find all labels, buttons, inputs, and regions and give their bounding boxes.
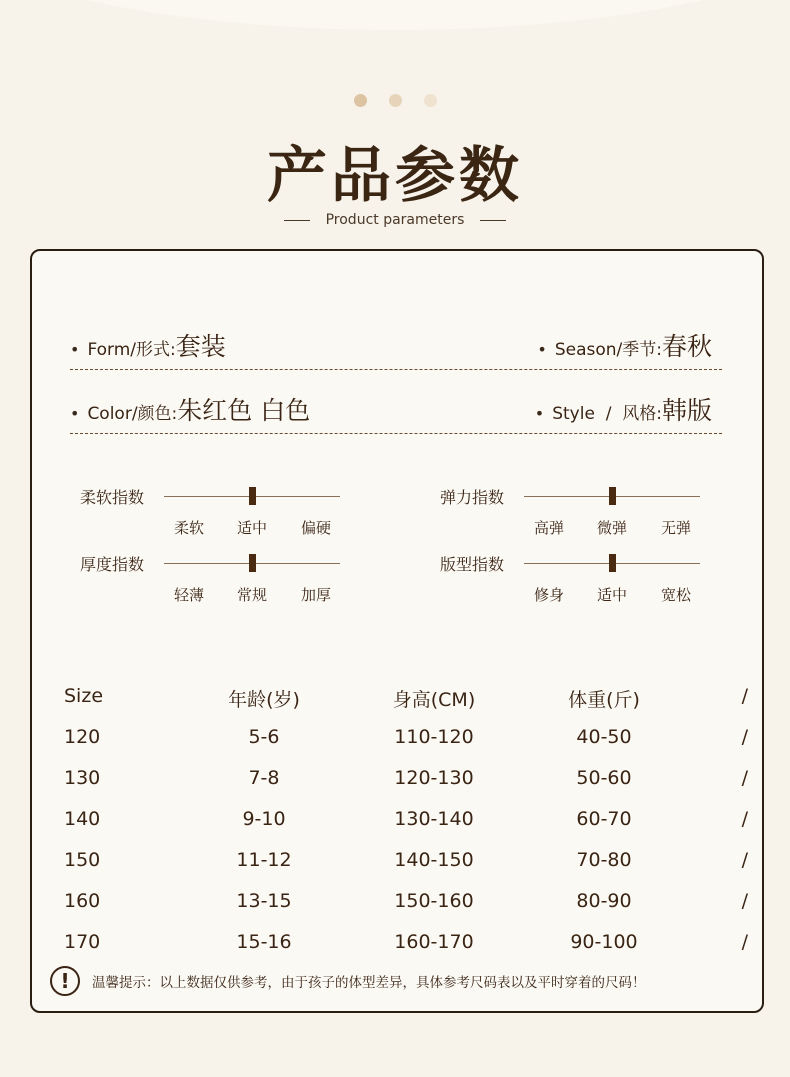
table-row	[64, 767, 748, 808]
dot-1	[354, 94, 367, 107]
cell-height: 160-170	[394, 931, 474, 953]
param-style	[535, 391, 712, 427]
bullet-icon: •	[70, 340, 80, 359]
param-season-value: 春秋	[661, 332, 712, 361]
decorative-dots	[0, 94, 790, 107]
cell-extra: /	[741, 767, 748, 789]
parameters-card	[30, 249, 764, 1013]
subtitle-left-rule	[284, 220, 310, 221]
cell-size: 170	[64, 931, 101, 953]
cell-weight: 50-60	[576, 767, 632, 789]
cell-weight: 80-90	[576, 890, 632, 912]
scale-thickness-name: 厚度指数	[80, 555, 145, 574]
cell-age: 15-16	[236, 931, 292, 953]
scale-option: 无弹	[660, 519, 691, 537]
cell-weight: 90-100	[570, 931, 638, 953]
param-color-value: 朱红色 白色	[177, 396, 311, 425]
cell-height: 130-140	[394, 808, 474, 830]
cell-age: 5-6	[248, 726, 280, 748]
exclamation-icon: !	[50, 966, 80, 996]
scale-option: 偏硬	[300, 519, 331, 537]
scale-option: 常规	[236, 586, 267, 604]
param-row-1	[70, 332, 722, 370]
cell-extra: /	[741, 726, 748, 748]
bullet-icon: •	[70, 404, 80, 423]
bullet-icon: •	[537, 340, 547, 359]
header-extra: /	[741, 685, 748, 707]
cell-height: 120-130	[394, 767, 474, 789]
scale-fit-name: 版型指数	[440, 555, 505, 574]
scale-option: 轻薄	[173, 586, 204, 604]
scale-marker	[609, 487, 616, 505]
subtitle-right-rule	[480, 220, 506, 221]
cell-extra: /	[741, 931, 748, 953]
param-form-value: 套装	[175, 332, 226, 361]
scale-option: 柔软	[173, 519, 204, 537]
size-table	[64, 685, 748, 972]
cell-extra: /	[741, 890, 748, 912]
header-weight: 体重(斤)	[568, 689, 640, 711]
cell-age: 13-15	[236, 890, 292, 912]
cell-weight: 70-80	[576, 849, 632, 871]
scale-marker	[249, 487, 256, 505]
cell-extra: /	[741, 849, 748, 871]
tip-notice	[50, 966, 646, 996]
table-row	[64, 726, 748, 767]
scale-option: 宽松	[660, 586, 691, 604]
scale-marker	[609, 554, 616, 572]
scale-fit	[440, 552, 720, 612]
cell-size: 130	[64, 767, 101, 789]
param-row-2	[70, 396, 722, 434]
scale-softness-name: 柔软指数	[80, 488, 145, 507]
param-season	[537, 327, 712, 363]
table-row	[64, 849, 748, 890]
size-table-header	[64, 685, 748, 726]
cell-weight: 40-50	[576, 726, 632, 748]
page-subtitle-row	[0, 212, 790, 228]
scale-elasticity	[440, 485, 720, 545]
bullet-icon: •	[534, 404, 545, 423]
scale-option: 修身	[533, 586, 564, 604]
cell-size: 120	[64, 726, 101, 748]
scale-option: 适中	[236, 519, 267, 537]
page-subtitle: Product parameters	[325, 212, 465, 228]
param-season-label: Season/季节:	[554, 340, 662, 360]
cell-age: 9-10	[242, 808, 286, 830]
scale-softness	[80, 485, 360, 545]
cell-age: 7-8	[248, 767, 280, 789]
tip-text: 温馨提示：以上数据仅供参考，由于孩子的体型差异，具体参考尺码表以及平时穿着的尺码！	[92, 975, 646, 991]
dot-3	[424, 94, 437, 107]
table-row	[64, 890, 748, 931]
cell-size: 150	[64, 849, 101, 871]
header-age: 年龄(岁)	[228, 689, 300, 711]
param-color	[70, 391, 310, 427]
cell-weight: 60-70	[576, 808, 632, 830]
cell-size: 140	[64, 808, 101, 830]
dot-2	[389, 94, 402, 107]
scale-option: 加厚	[300, 586, 331, 604]
scale-option: 适中	[596, 586, 627, 604]
scale-option: 微弹	[596, 519, 627, 537]
param-style-value: 韩版	[661, 396, 712, 425]
cell-height: 150-160	[394, 890, 474, 912]
param-form-label: Form/形式:	[87, 340, 176, 360]
cell-size: 160	[64, 890, 101, 912]
header-size: Size	[64, 685, 104, 707]
cell-age: 11-12	[236, 849, 292, 871]
header-height: 身高(CM)	[392, 689, 476, 711]
param-color-label: Color/颜色:	[87, 404, 178, 424]
top-arc-decoration	[0, 0, 790, 30]
param-form	[70, 327, 226, 363]
scale-elasticity-name: 弹力指数	[440, 488, 505, 507]
table-row	[64, 808, 748, 849]
scale-option: 高弹	[533, 519, 564, 537]
cell-extra: /	[741, 808, 748, 830]
cell-height: 110-120	[394, 726, 474, 748]
cell-height: 140-150	[394, 849, 474, 871]
scale-thickness	[80, 552, 360, 612]
scale-marker	[249, 554, 256, 572]
param-style-label: Style / 风格:	[552, 404, 662, 424]
page-title: 产品参数	[267, 141, 523, 211]
